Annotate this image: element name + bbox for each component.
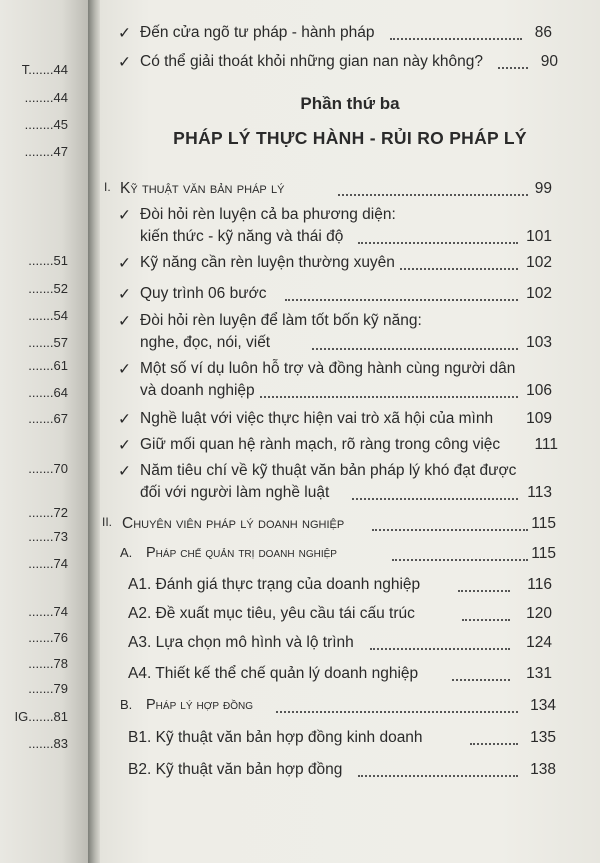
toc-item-page: 103 — [526, 334, 552, 351]
roman-numeral: II. — [102, 515, 113, 529]
book-gutter — [88, 0, 100, 863]
toc-item-page: 109 — [526, 410, 552, 427]
left-entry: .......78 — [28, 656, 68, 671]
checkmark-icon: ✓ — [118, 313, 131, 330]
toc-heading-page: 115 — [531, 515, 556, 532]
left-entry: .......79 — [28, 681, 68, 696]
roman-numeral: I. — [104, 180, 111, 194]
toc-heading-text: Kỹ thuật văn bản pháp lý — [120, 180, 285, 197]
sub-label: A. — [120, 545, 133, 560]
toc-item-page: 111 — [534, 436, 558, 453]
left-entry: .......74 — [28, 556, 68, 571]
toc-item-page: 102 — [526, 254, 552, 271]
section-title: PHÁP LÝ THỰC HÀNH - RỦI RO PHÁP LÝ — [173, 128, 527, 148]
left-entry: .......76 — [28, 630, 68, 645]
toc-item-text: nghe, đọc, nói, viết — [140, 334, 271, 351]
checkmark-icon: ✓ — [118, 463, 131, 480]
toc-item-page: 138 — [530, 761, 556, 778]
toc-item-page: 113 — [527, 484, 552, 501]
toc-heading-page: 99 — [534, 180, 552, 197]
toc-item-page: 124 — [526, 634, 552, 651]
left-entry: T.......44 — [21, 62, 68, 77]
part-title: Phần thứ ba — [300, 94, 400, 113]
left-entry: .......83 — [28, 736, 68, 751]
left-entry: .......64 — [28, 385, 68, 400]
toc-item-page: 101 — [526, 228, 552, 245]
left-entry: .......73 — [28, 529, 68, 544]
toc-item-text: Nghề luật với việc thực hiện vai trò xã hội của mình — [140, 410, 494, 427]
toc-item-page: 120 — [526, 605, 552, 622]
toc-item-text: A4. Thiết kế thể chế quản lý doanh nghiệp — [128, 665, 419, 682]
toc-item-text: Đòi hỏi rèn luyện để làm tốt bốn kỹ năng: — [140, 312, 422, 329]
left-entry: .......74 — [28, 604, 68, 619]
right-page — [100, 0, 600, 863]
toc-item-page: 116 — [527, 576, 552, 593]
toc-item-text: A1. Đánh giá thực trạng của doanh nghiệp — [128, 576, 421, 593]
toc-item-text: A2. Đề xuất mục tiêu, yêu cầu tái cấu trúc — [128, 605, 415, 622]
checkmark-icon: ✓ — [118, 411, 131, 428]
toc-item-text: và doanh nghiệp — [140, 382, 255, 399]
toc-item-text: Kỹ năng cần rèn luyện thường xuyên — [140, 254, 395, 271]
toc-subheading-text: Pháp chế quản trị doanh nghiệp — [146, 545, 337, 561]
sub-label: B. — [120, 697, 133, 712]
left-page — [0, 0, 88, 863]
checkmark-icon: ✓ — [118, 54, 131, 71]
toc-item-text: Đòi hỏi rèn luyện cả ba phương diện: — [140, 206, 396, 223]
toc-item-text: Quy trình 06 bước — [140, 285, 267, 302]
toc-item-text: A3. Lựa chọn mô hình và lộ trình — [128, 634, 354, 651]
left-entry: .......61 — [28, 358, 68, 373]
toc-item-text: Năm tiêu chí về kỹ thuật văn bản pháp lý khó đạt được — [140, 462, 517, 479]
left-entry: .......67 — [28, 411, 68, 426]
toc-subheading-text: Pháp lý hợp đồng — [146, 697, 254, 713]
toc-item-text: đối với người làm nghề luật — [140, 484, 330, 501]
toc-item-page: 86 — [534, 24, 552, 41]
left-entry: .......54 — [28, 308, 68, 323]
checkmark-icon: ✓ — [118, 286, 131, 303]
toc-item-page: 131 — [526, 665, 552, 682]
toc-item-text: Đến cửa ngõ tư pháp - hành pháp — [140, 24, 375, 41]
toc-item-page: 90 — [540, 53, 558, 70]
checkmark-icon: ✓ — [118, 207, 131, 224]
toc-heading-text: Chuyên viên pháp lý doanh nghiệp — [122, 515, 345, 532]
left-entry: ........45 — [24, 117, 68, 132]
left-entry: .......57 — [28, 335, 68, 350]
left-entry: .......70 — [28, 461, 68, 476]
left-entry: ........44 — [24, 90, 68, 105]
toc-item-page: 135 — [530, 729, 556, 746]
toc-item-text: kiến thức - kỹ năng và thái độ — [140, 228, 344, 245]
checkmark-icon: ✓ — [118, 255, 131, 272]
checkmark-icon: ✓ — [118, 437, 131, 454]
checkmark-icon: ✓ — [118, 25, 131, 42]
left-entry: .......51 — [28, 253, 68, 268]
toc-subheading-page: 115 — [531, 545, 556, 562]
toc-item-text: Giữ mối quan hệ rành mạch, rõ ràng trong công việc — [140, 436, 501, 453]
left-entry: .......72 — [28, 505, 68, 520]
toc-item-page: 102 — [526, 285, 552, 302]
left-entry: .......52 — [28, 281, 68, 296]
toc-item-page: 106 — [526, 382, 552, 399]
toc-item-text: Có thể giải thoát khỏi những gian nan này không? — [140, 53, 484, 70]
toc-item-text: Một số ví dụ luôn hỗ trợ và đồng hành cùng người dân — [140, 360, 516, 377]
toc-item-text: B2. Kỹ thuật văn bản hợp đồng — [128, 761, 343, 778]
left-entry: ........47 — [24, 144, 68, 159]
toc-item-text: B1. Kỹ thuật văn bản hợp đồng kinh doanh — [128, 729, 423, 746]
toc-subheading-page: 134 — [530, 697, 556, 714]
left-entry: IG.......81 — [14, 709, 68, 724]
checkmark-icon: ✓ — [118, 361, 131, 378]
